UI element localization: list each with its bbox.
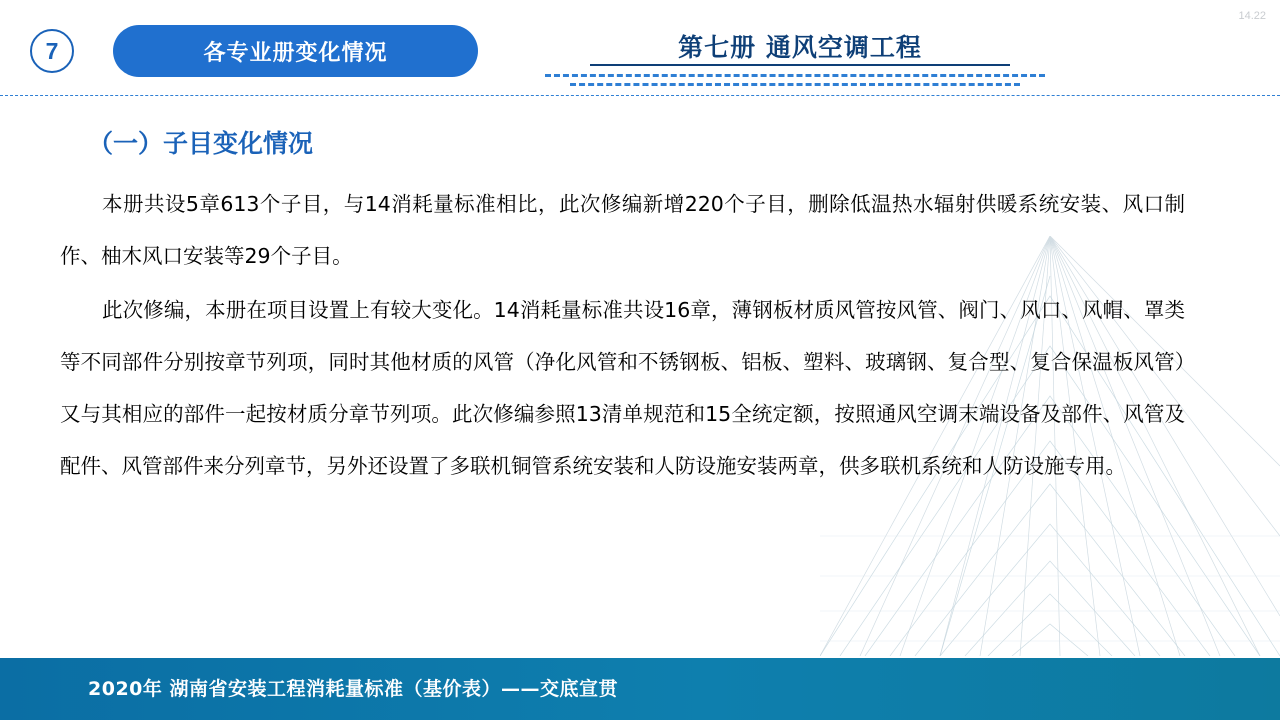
paragraph: 此次修编，本册在项目设置上有较大变化。14消耗量标准共设16章，薄钢板材质风管按风管、阀门、风口、风帽、罩类等不同部件分别按章节列项，同时其他材质的风管（净化风管和不锈钢板、铝板、塑料、玻璃钢、复合型、复合保温板风管）又与其相应的部件一起按材质分章节列项。此次修编参照13清单规范和15全统定额，按照通风空调末端设备及部件、风管及配件、风管部件来分列章节，另外还设置了多联机铜管系统安装和人防设施安装两章，供多联机系统和人防设施专用。 bbox=[60, 298, 1185, 478]
title-underline bbox=[590, 64, 1010, 66]
footer-text: 2020年 湖南省安装工程消耗量标准（基价表）——交底宣贯 bbox=[88, 678, 618, 700]
paragraph: 本册共设5章613个子目，与14消耗量标准相比，此次修编新增220个子目，删除低温热水辐射供暖系统安装、风口制作、柚木风口安装等29个子目。 bbox=[60, 192, 1185, 268]
content-body bbox=[60, 178, 1185, 494]
section-heading: （一）子目变化情况 bbox=[88, 129, 314, 158]
page-title: 第七册 通风空调工程 bbox=[678, 33, 922, 62]
dash-row-2 bbox=[570, 83, 1020, 89]
chapter-number-badge: 7 bbox=[30, 29, 74, 73]
header-section-pill: 各专业册变化情况 bbox=[113, 25, 478, 77]
header-divider bbox=[0, 95, 1280, 96]
dash-row-1 bbox=[545, 74, 1045, 80]
slide-header bbox=[0, 0, 1280, 100]
slide-footer bbox=[0, 658, 1280, 720]
slide-number: 14.22 bbox=[1238, 10, 1266, 22]
header-dash-band bbox=[545, 74, 1045, 88]
